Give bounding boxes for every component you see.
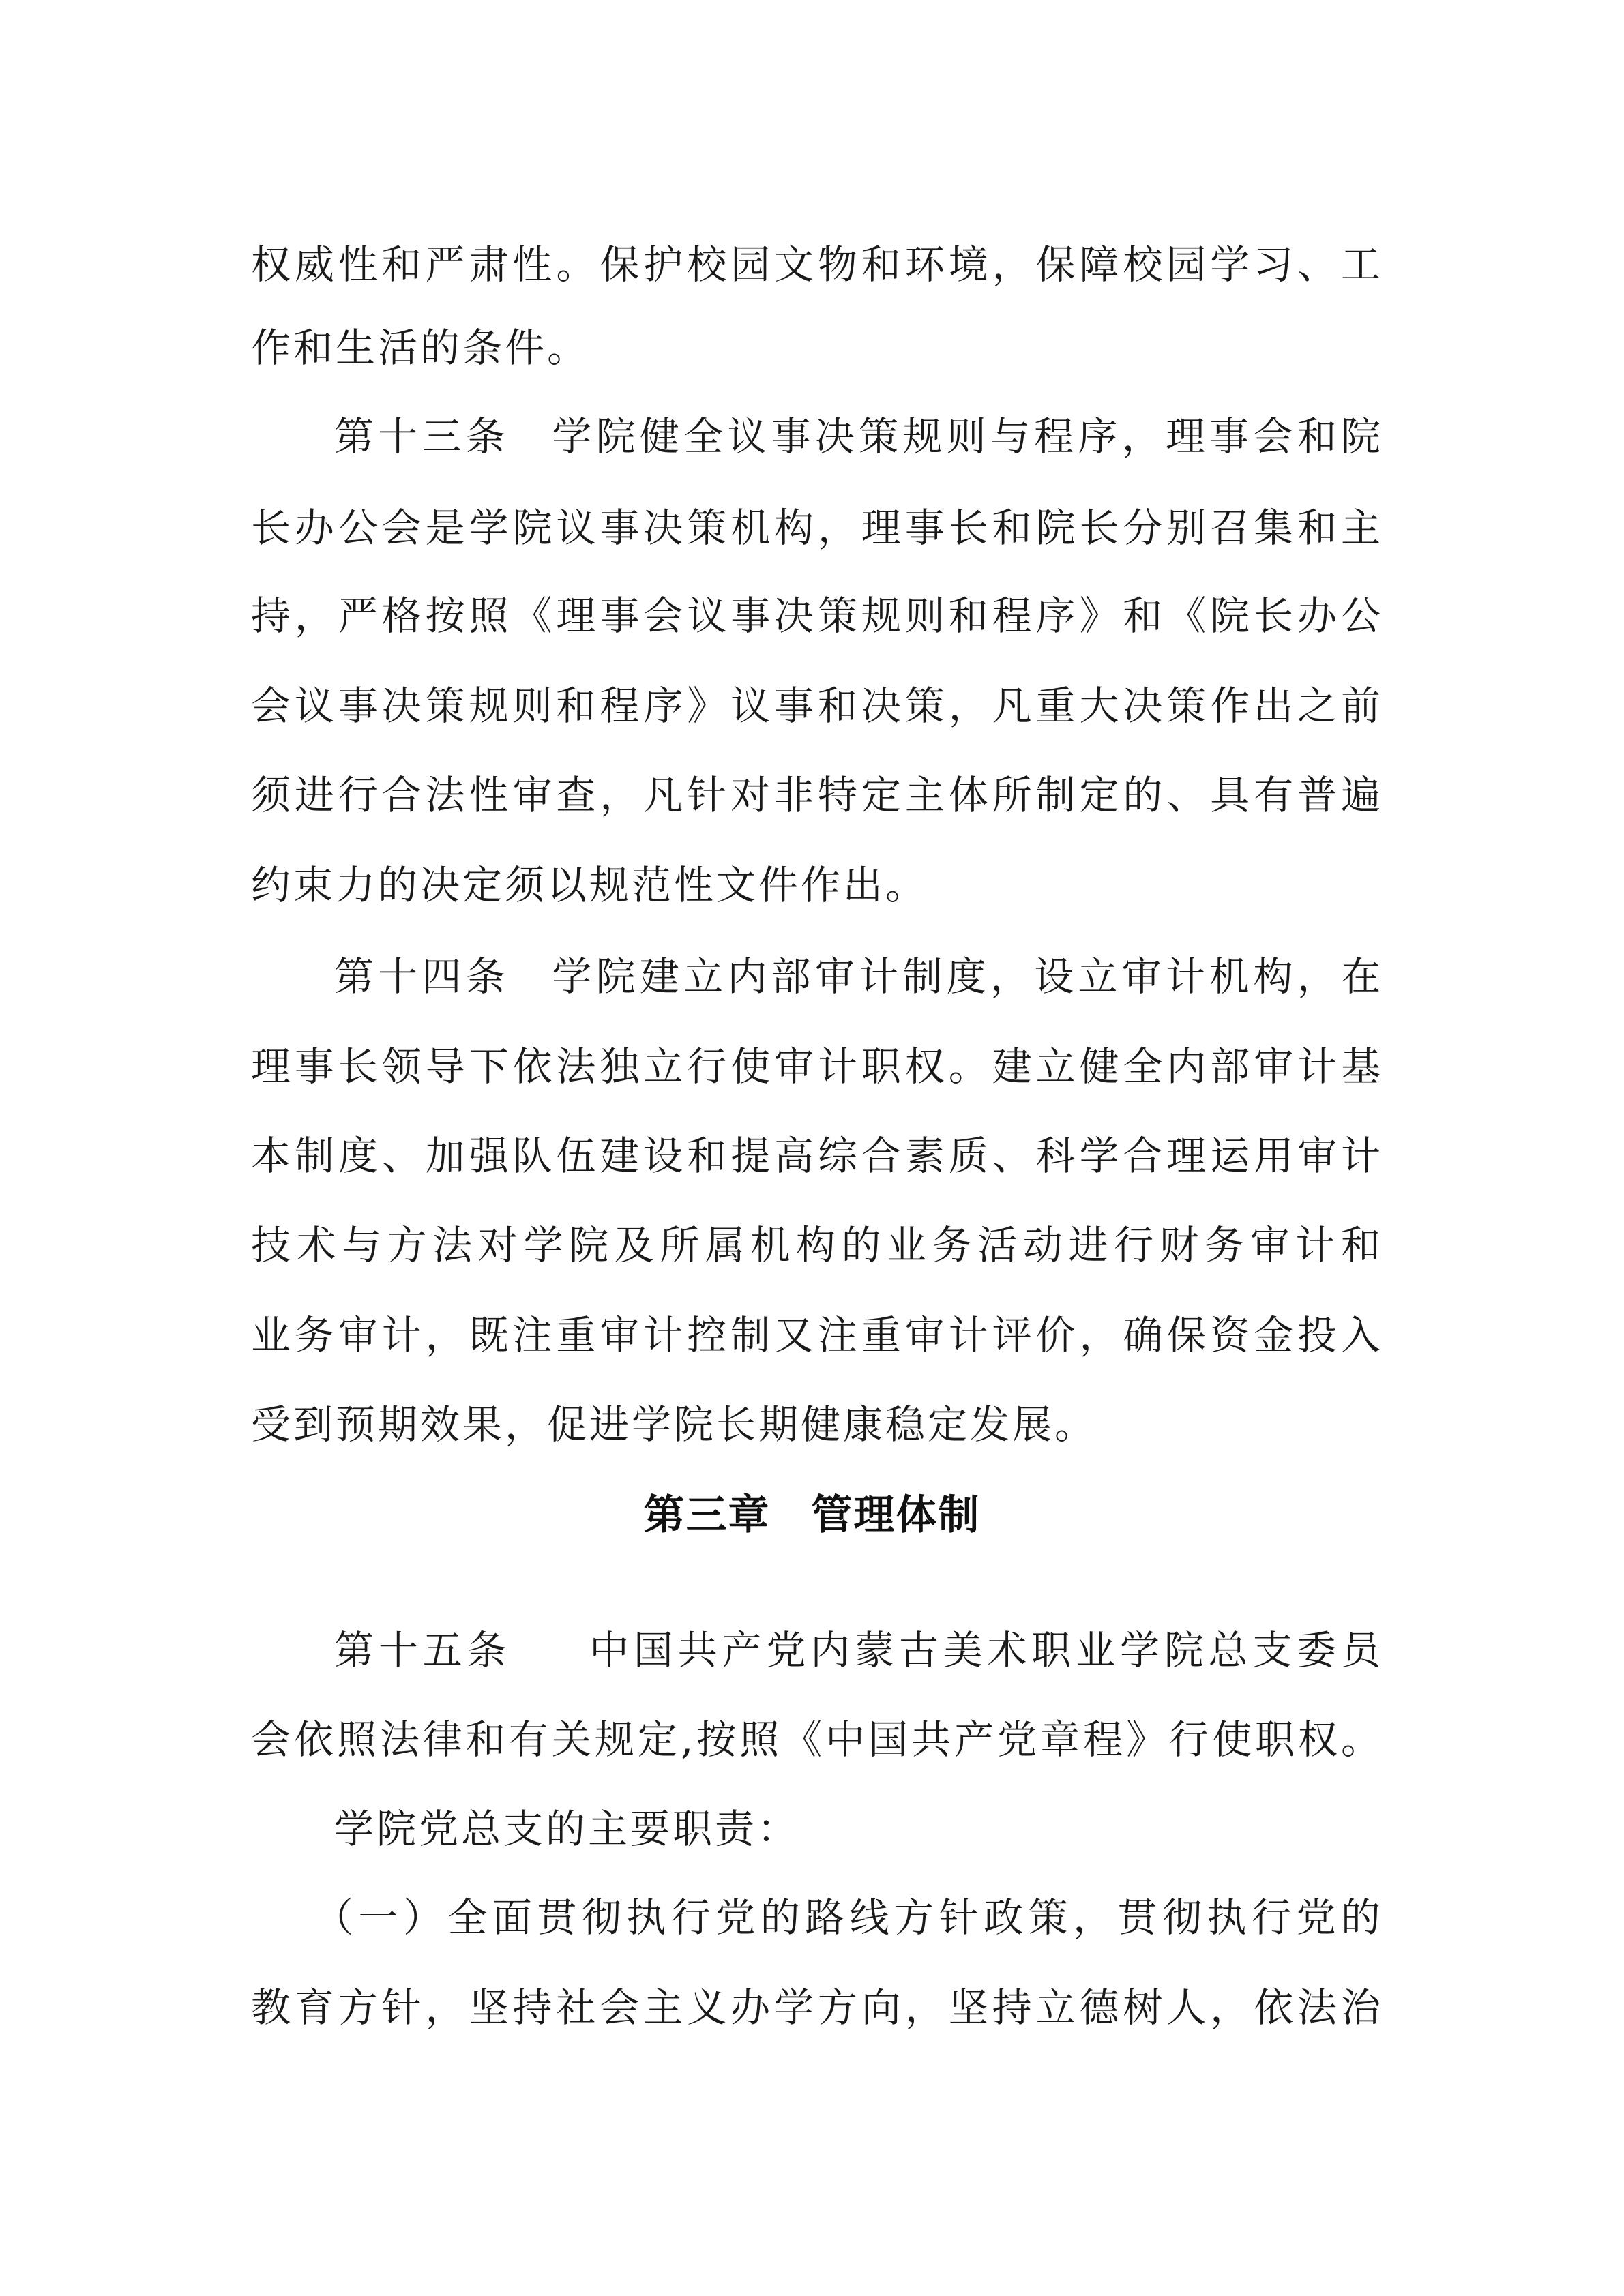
- paragraph-line: 长办公会是学院议事决策机构，理事长和院长分别召集和主: [251, 505, 1383, 551]
- paragraph-line: 会议事决策规则和程序》议事和决策，凡重大决策作出之前: [251, 683, 1383, 729]
- paragraph-line: 教育方针，坚持社会主义办学方向，坚持立德树人，依法治: [251, 1984, 1383, 2031]
- paragraph-line: 约束力的决定须以规范性文件作出。: [251, 862, 928, 908]
- article-15-text: 中国共产党内蒙古美术职业学院总支委员: [587, 1627, 1383, 1673]
- article-15-number: 第十五条: [334, 1627, 512, 1673]
- paragraph-line: 须进行合法性审查，凡针对非特定主体所制定的、具有普遍: [251, 772, 1383, 818]
- article-15-first-line: [334, 1626, 1383, 1675]
- article-13-first-line: [334, 412, 1383, 461]
- paragraph-line: 权威性和严肃性。保护校园文物和环境，保障校园学习、工: [251, 241, 1383, 288]
- paragraph-line: 技术与方法对学院及所属机构的业务活动进行财务审计和: [251, 1222, 1383, 1268]
- article-14-text: 学院建立内部审计制度，设立审计机构，在: [550, 953, 1383, 1000]
- paragraph-line: 业务审计，既注重审计控制又注重审计评价，确保资金投入: [251, 1312, 1383, 1358]
- article-13-text: 学院健全议事决策规则与程序，理事会和院: [550, 413, 1383, 460]
- paragraph-line: 本制度、加强队伍建设和提高综合素质、科学合理运用审计: [251, 1133, 1383, 1179]
- paragraph-line: 受到预期效果，促进学院长期健康稳定发展。: [251, 1401, 1097, 1448]
- paragraph-line: 作和生活的条件。: [251, 325, 590, 371]
- paragraph-line: 持，严格按照《理事会议事决策规则和程序》和《院长办公: [251, 593, 1383, 639]
- article-14-first-line: [334, 952, 1383, 1001]
- paragraph-line: 理事长领导下依法独立行使审计职权。建立健全内部审计基: [251, 1043, 1383, 1090]
- duty-1-first-line: （一）全面贯彻执行党的路线方针政策，贯彻执行党的: [314, 1894, 1383, 1941]
- paragraph-line: 会依照法律和有关规定,按照《中国共产党章程》行使职权。: [251, 1716, 1383, 1763]
- article-13-number: 第十三条: [334, 413, 510, 460]
- article-14-number: 第十四条: [334, 953, 510, 1000]
- chapter-number: 第三章: [643, 1491, 771, 1539]
- chapter-title: 管理体制: [811, 1491, 981, 1539]
- chapter-heading: [0, 1489, 1624, 1541]
- duties-intro: 学院党总支的主要职责：: [334, 1806, 800, 1852]
